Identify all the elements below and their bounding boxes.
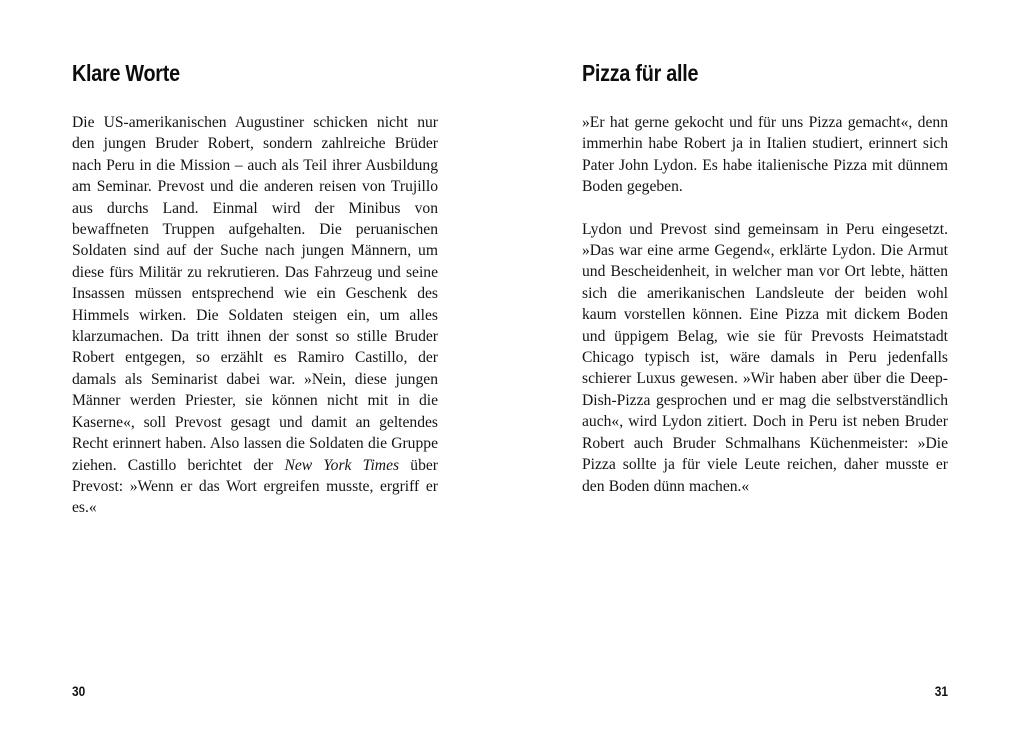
- section-heading-right: Pizza für alle: [582, 60, 699, 86]
- text-column-left: [72, 60, 438, 620]
- body-text-left: [72, 112, 438, 519]
- section-heading-left: Klare Worte: [72, 60, 180, 86]
- page-number-right: 31: [934, 684, 948, 699]
- body-paragraph: »Er hat gerne gekocht und für uns Pizza gemacht«, denn immerhin habe Robert ja in Italien studiert, erinnert sich Pater John Lydon. Es habe italienische Pizza mit dünnem Boden gegeben.: [582, 114, 948, 196]
- body-paragraph: Lydon und Prevost sind gemeinsam in Peru eingesetzt. »Das war eine arme Gegend«, erklärte Lydon. Die Armut und Bescheidenheit, in welcher man vor Ort lebte, hätten sich die amerikanischen Landsleute der beiden wohl kaum vorstellen können. Eine Pizza mit dickem Boden und üppigem Belag, wie sie für Prevosts Heimatstadt Chicago typisch ist, wäre damals in Peru jedenfalls schierer Luxus gewesen. »Wir haben aber über die Deep-Dish-Pizza gesprochen und er mag die selbstverständlich auch«, wird Lydon zitiert. Doch in Peru ist neben Bruder Robert auch Bruder Schmalhans Küchenmeister: »Die Pizza sollte ja für viele Leute reichen, daher musste er den Boden dünn machen.«: [582, 220, 948, 495]
- page-number-left: 30: [72, 684, 86, 699]
- body-text-right: [582, 112, 948, 497]
- italic-title: New York Times: [284, 456, 400, 474]
- page-right: [510, 0, 1020, 729]
- text-column-right: [582, 60, 948, 620]
- body-paragraph: Die US-amerikanischen Augustiner schicken nicht nur den jungen Bruder Robert, sondern zahlreiche Brüder nach Peru in die Mission – auch als Teil ihrer Ausbildung am Seminar. Prevost und die anderen reisen von Trujillo aus durchs Land. Einmal wird der Minibus von bewaffneten Truppen aufgehalten. Die peruanischen Soldaten sind auf der Suche nach jungen Männern, um diese fürs Militär zu rekrutieren. Das Fahrzeug und seine Insassen müssen entsprechend wie ein Geschenk des Himmels wirken. Die Soldaten steigen ein, um alles klarzumachen. Da tritt ihnen der sonst so stille Bruder Robert entgegen, so erzählt es Ramiro Castillo, der damals als Seminarist dabei war. »Nein, diese jungen Männer werden Priester, sie können nicht mit in die Kaserne«, soll Prevost gesagt und damit an geltendes Recht erinnert haben. Also lassen die Soldaten die Gruppe ziehen. Castillo berichtet der New York Times über Prevost: »Wenn er das Wort ergreifen musste, ergriff er es.«: [72, 114, 438, 517]
